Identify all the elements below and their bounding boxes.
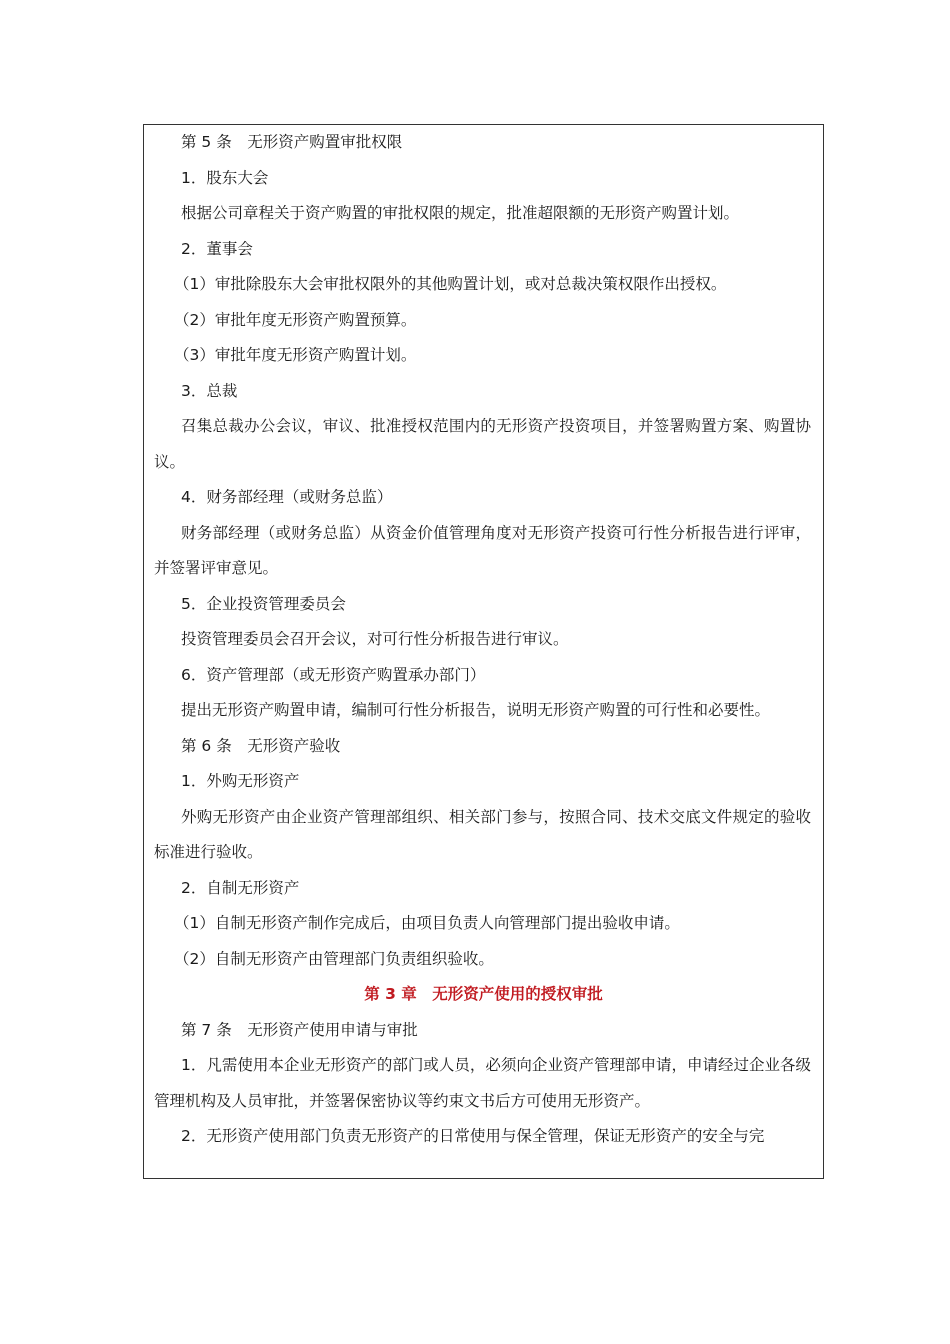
document-table-cell — [143, 124, 824, 1179]
item-purchased-assets: 1．外购无形资产 — [181, 772, 300, 790]
sub-item: （1）审批除股东大会审批权限外的其他购置计划，或对总裁决策权限作出授权。 — [174, 275, 727, 293]
item-asset-management-dept: 6．资产管理部（或无形资产购置承办部门） — [181, 665, 486, 684]
paragraph-text: 财务部经理（或财务总监）从资金价值管理角度对无形资产投资可行性分析报告进行评审，并签署评审意见。 — [154, 523, 811, 577]
item-president: 3．总裁 — [181, 381, 238, 400]
paragraph-text: 外购无形资产由企业资产管理部组织、相关部门参与，按照合同、技术交底文件规定的验收标准进行验收。 — [154, 807, 811, 861]
sub-item: （2）审批年度无形资产购置预算。 — [174, 310, 417, 329]
item-self-made-assets: 2．自制无形资产 — [181, 878, 300, 897]
article-7-heading: 第 7 条 无形资产使用申请与审批 — [181, 1020, 418, 1039]
item-board-of-directors: 2．董事会 — [181, 239, 253, 258]
sub-item: （2）自制无形资产由管理部门负责组织验收。 — [174, 949, 494, 968]
document-body — [144, 125, 823, 1155]
paragraph-text: 投资管理委员会召开会议，对可行性分析报告进行审议。 — [181, 630, 569, 648]
item-finance-manager: 4．财务部经理（或财务总监） — [181, 488, 393, 506]
paragraph-text: 召集总裁办公会议，审议、批准授权范围内的无形资产投资项目，并签署购置方案、购置协议。 — [154, 417, 811, 471]
paragraph-text: 1．凡需使用本企业无形资产的部门或人员，必须向企业资产管理部申请，申请经过企业各级管理机构及人员审批，并签署保密协议等约束文书后方可使用无形资产。 — [154, 1056, 811, 1110]
article-5-heading: 第 5 条 无形资产购置审批权限 — [181, 133, 403, 151]
paragraph-text: 2．无形资产使用部门负责无形资产的日常使用与保全管理，保证无形资产的安全与完 — [181, 1127, 765, 1145]
item-shareholders-meeting: 1．股东大会 — [181, 168, 269, 187]
sub-item: （1）自制无形资产制作完成后，由项目负责人向管理部门提出验收申请。 — [174, 914, 680, 932]
sub-item: （3）审批年度无形资产购置计划。 — [174, 346, 417, 364]
item-investment-committee: 5．企业投资管理委员会 — [181, 594, 346, 613]
article-6-heading: 第 6 条 无形资产验收 — [181, 736, 341, 755]
chapter-3-heading: 第 3 章 无形资产使用的授权审批 — [364, 985, 603, 1003]
paragraph-text: 根据公司章程关于资产购置的审批权限的规定，批准超限额的无形资产购置计划。 — [181, 204, 740, 222]
paragraph-text: 提出无形资产购置申请，编制可行性分析报告，说明无形资产购置的可行性和必要性。 — [181, 701, 771, 719]
